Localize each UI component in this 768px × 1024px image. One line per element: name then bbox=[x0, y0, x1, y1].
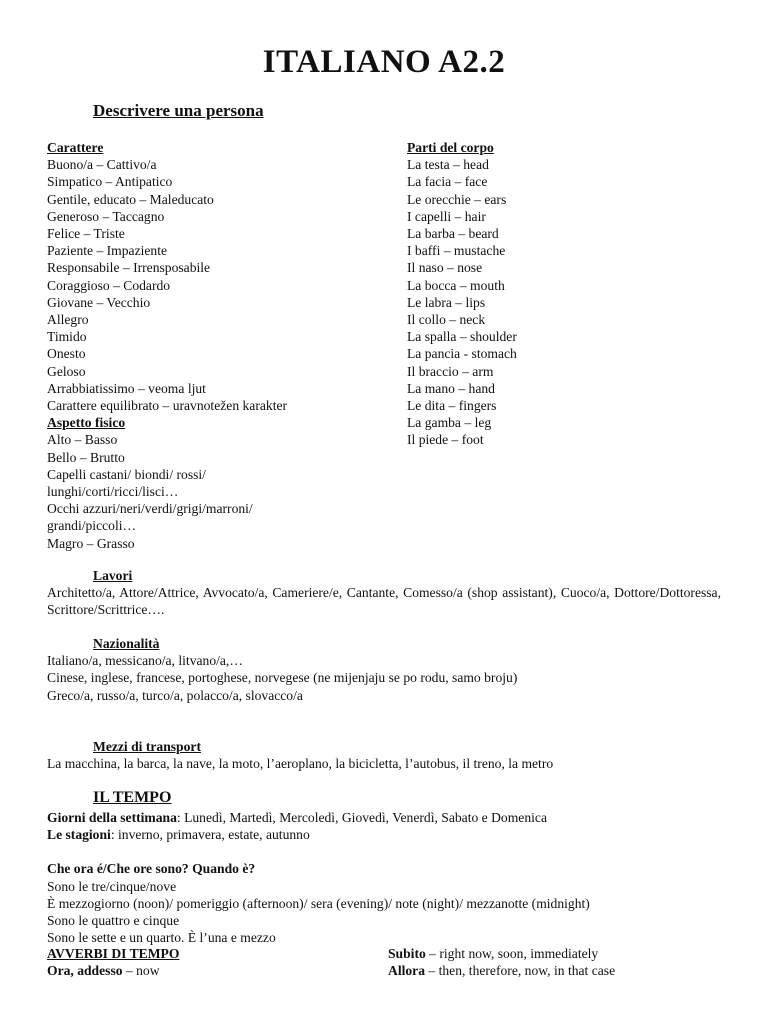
list-item: Geloso bbox=[47, 363, 86, 379]
ora-line: È mezzogiorno (noon)/ pomeriggio (afternoon)/ sera (evening)/ note (night)/ mezzanotte (midnight) bbox=[47, 895, 590, 911]
list-item: Simpatico – Antipatico bbox=[47, 174, 173, 190]
list-item: Le dita – fingers bbox=[407, 398, 497, 414]
spacer bbox=[47, 843, 721, 860]
list-item: grandi/piccoli… bbox=[47, 518, 137, 534]
tempo-heading: IL TEMPO bbox=[93, 789, 172, 806]
list-item: Il naso – nose bbox=[407, 260, 483, 276]
list-item: Capelli castani/ biondi/ rossi/ bbox=[47, 466, 206, 482]
avverbio-ora: Ora, addesso – now bbox=[47, 963, 160, 978]
list-item: Paziente – Impaziente bbox=[47, 243, 168, 259]
stagioni-line: Le stagioni: inverno, primavera, estate, autunno bbox=[47, 827, 310, 843]
nazionalita-line: Greco/a, russo/a, turco/a, polacco/a, slovacco/a bbox=[47, 687, 303, 703]
list-item: Allegro bbox=[47, 312, 89, 328]
ora-line: Sono le tre/cinque/nove bbox=[47, 878, 177, 894]
mezzi-section bbox=[47, 738, 721, 772]
list-item: La pancia - stomach bbox=[407, 346, 517, 362]
avverbi-row-1 bbox=[47, 945, 727, 962]
list-item: Il braccio – arm bbox=[407, 363, 494, 379]
list-item: Timido bbox=[47, 329, 87, 345]
nazionalita-line: Italiano/a, messicano/a, litvano/a,… bbox=[47, 653, 243, 669]
avverbio-subito: Subito – right now, soon, immediately bbox=[388, 946, 599, 961]
avverbi-row-2 bbox=[47, 962, 727, 979]
mezzi-text: La macchina, la barca, la nave, la moto, l’aeroplano, la bicicletta, l’autobus, il treno, la metro bbox=[47, 756, 554, 772]
left-column bbox=[47, 139, 402, 552]
list-item: La gamba – leg bbox=[407, 415, 492, 431]
page-title: ITALIANO A2.2 bbox=[262, 44, 506, 80]
avverbi-heading: AVVERBI DI TEMPO bbox=[47, 946, 180, 961]
list-item: Carattere equilibrato – uravnotežen karakter bbox=[47, 398, 288, 414]
list-item: La testa – head bbox=[407, 157, 489, 173]
list-item: La mano – hand bbox=[407, 380, 495, 396]
list-item: Occhi azzuri/neri/verdi/grigi/marroni/ bbox=[47, 501, 253, 517]
corpo-heading: Parti del corpo bbox=[407, 140, 494, 155]
list-item: La bocca – mouth bbox=[407, 277, 505, 293]
carattere-heading: Carattere bbox=[47, 140, 104, 155]
aspetto-list bbox=[47, 431, 402, 551]
ora-line: Sono le sette e un quarto. È l’una e mezzo bbox=[47, 930, 276, 946]
list-item: Buono/a – Cattivo/a bbox=[47, 157, 157, 173]
carattere-list bbox=[47, 156, 402, 414]
list-item: Onesto bbox=[47, 346, 86, 362]
list-item: Felice – Triste bbox=[47, 226, 125, 242]
list-item: Gentile, educato – Maleducato bbox=[47, 191, 214, 207]
mezzi-heading: Mezzi di transport bbox=[93, 739, 201, 754]
ora-question: Che ora é/Che ore sono? Quando è? bbox=[47, 861, 256, 877]
list-item: I capelli – hair bbox=[407, 208, 486, 224]
giorni-line: Giorni della settimana: Lunedì, Martedì, Mercoledì, Giovedì, Venerdì, Sabato e Domenica bbox=[47, 810, 547, 825]
list-item: La barba – beard bbox=[407, 226, 499, 242]
lavori-text: Architetto/a, Attore/Attrice, Avvocato/a, Cameriere/e, Cantante, Comesso/a (shop assistant), Cuoco/a, Dottore/Dottoressa, Scrittore/Scrittrice…. bbox=[47, 585, 721, 618]
list-item: Arrabbiatissimo – veoma ljut bbox=[47, 380, 206, 396]
list-item: Alto – Basso bbox=[47, 432, 118, 448]
nazionalita-heading: Nazionalità bbox=[93, 636, 160, 651]
list-item: Responsabile – Irrensposabile bbox=[47, 260, 211, 276]
list-item: Giovane – Vecchio bbox=[47, 294, 151, 310]
list-item: Il collo – neck bbox=[407, 312, 486, 328]
list-item: lunghi/corti/ricci/lisci… bbox=[47, 484, 179, 500]
list-item: Coraggioso – Codardo bbox=[47, 277, 171, 293]
right-column bbox=[407, 139, 727, 449]
nazionalita-line: Cinese, inglese, francese, portoghese, norvegese (ne mijenjaju se po rodu, samo broju) bbox=[47, 670, 518, 686]
list-item: Il piede – foot bbox=[407, 432, 484, 448]
list-item: Le orecchie – ears bbox=[407, 191, 507, 207]
list-item: Le labra – lips bbox=[407, 294, 486, 310]
list-item: Generoso – Taccagno bbox=[47, 208, 165, 224]
list-item: Magro – Grasso bbox=[47, 535, 135, 551]
ora-line: Sono le quattro e cinque bbox=[47, 913, 180, 929]
page-subtitle: Descrivere una persona bbox=[93, 101, 264, 120]
lavori-section bbox=[47, 567, 721, 619]
corpo-list bbox=[407, 156, 727, 448]
list-item: La spalla – shoulder bbox=[407, 329, 517, 345]
nazionalita-section bbox=[47, 635, 721, 704]
aspetto-heading: Aspetto fisico bbox=[47, 415, 126, 431]
lavori-heading: Lavori bbox=[93, 568, 133, 583]
list-item: I baffi – mustache bbox=[407, 243, 506, 259]
avverbio-allora: Allora – then, therefore, now, in that case bbox=[388, 963, 616, 978]
list-item: La facia – face bbox=[407, 174, 488, 190]
list-item: Bello – Brutto bbox=[47, 449, 125, 465]
tempo-section bbox=[47, 809, 721, 946]
